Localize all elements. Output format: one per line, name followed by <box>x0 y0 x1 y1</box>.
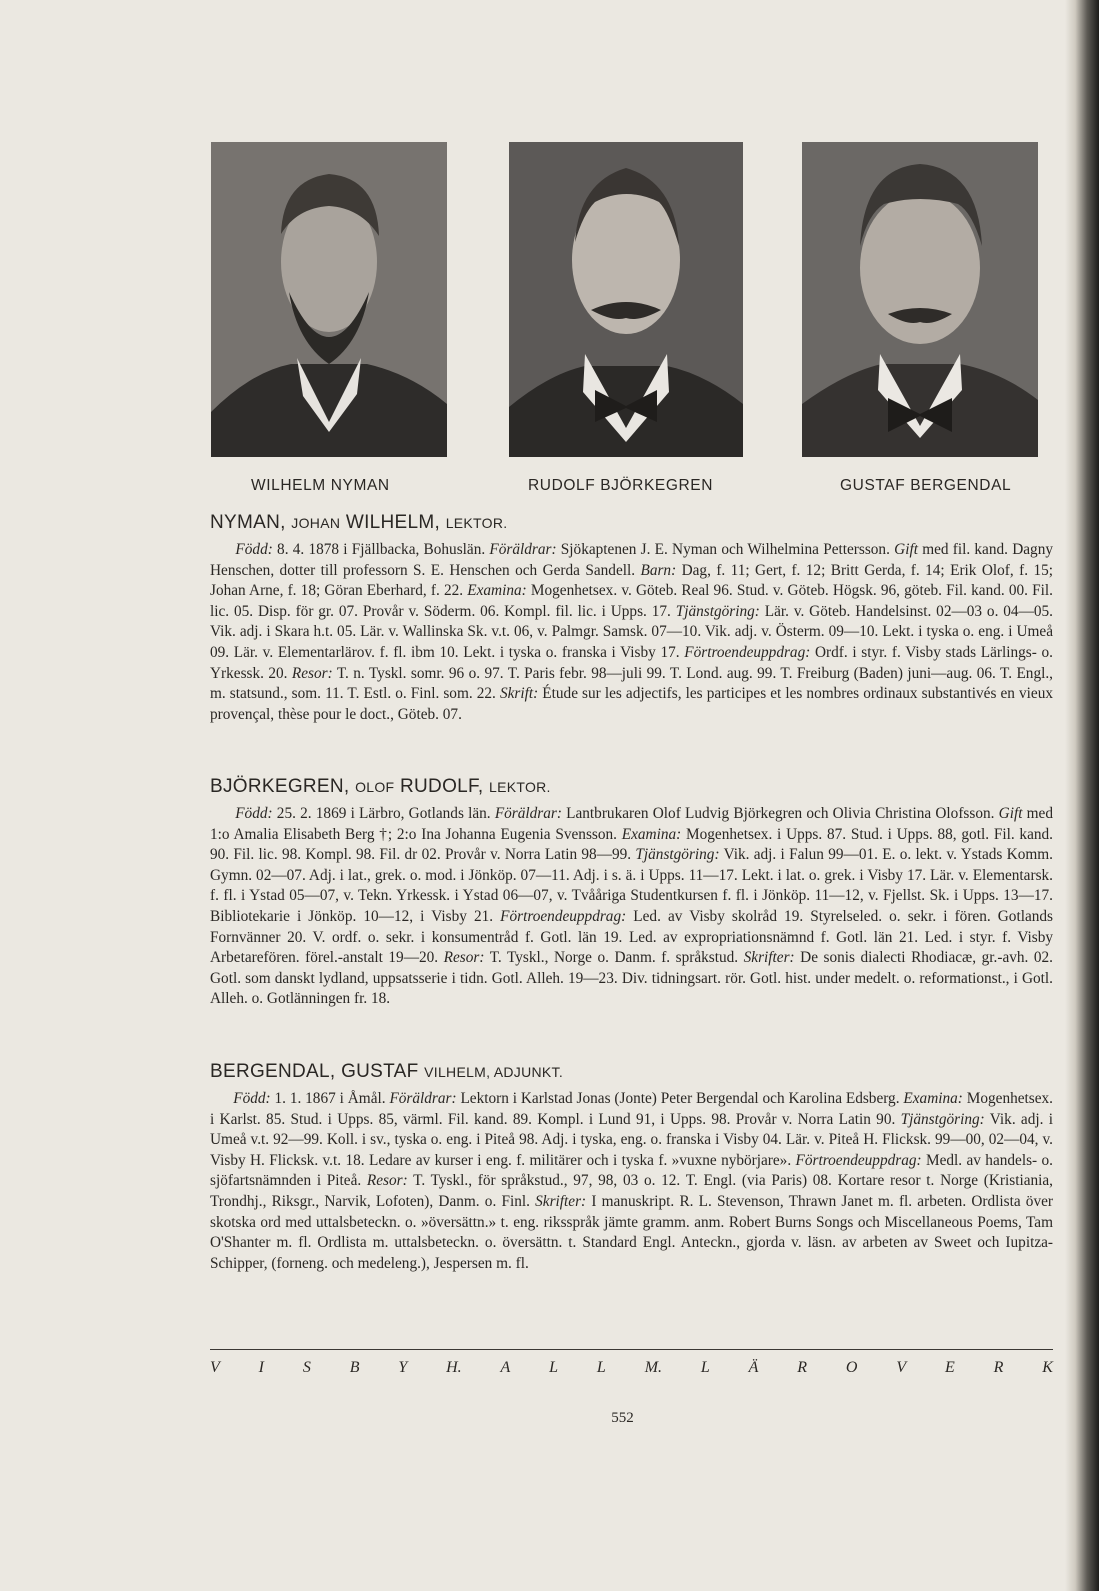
label-writings: Skrifter: <box>535 1192 587 1210</box>
footer-letter: B <box>349 1359 360 1376</box>
entry-heading <box>210 776 1053 798</box>
label-appointments: Förtroendeuppdrag: <box>684 643 811 661</box>
label-service: Tjänstgöring: <box>900 1110 985 1128</box>
label-appointments: Förtroendeuppdrag: <box>795 1151 922 1169</box>
text-exams: Mogenhetsex. i Karlst. 85. Stud. i Upps. 85, värml. Fil. kand. 89. Kompl. i Lund 91, i Upps. 98. Provår v. Norra Latin 90. <box>210 1090 1053 1128</box>
running-footer <box>210 1359 1053 1377</box>
text-travels: T. Tyskl., Norge o. Danm. f. språkstud. <box>484 949 744 967</box>
label-exams: Examina: <box>903 1090 963 1107</box>
entry-bjorkegren <box>210 776 1053 1010</box>
text-service: Vik. adj. i Falun 99—01. E. o. lekt. v. Ystads Komm. Gymn. 02—07. Adj. i lat., grek. o. mod. i Jönköp. 07—11. Adj. i s. ä. i Upps. 11—17. Lekt. i lat. o. grek. i Visby 17. Lär. v. Elementarsk. f. fl. i Ystad 05—07, v. Tekn. Yrkessk. i Ystad 06—07, v. Tvååriga Studentkursen f. fl. i Jönköp. 11—12, v. Fjellst. Sk. i Upps. 13—17. Bibliotekarie i Jönköp. 10—12, i Visby 21. <box>210 846 1053 925</box>
given-name-small: JOHAN <box>291 515 341 531</box>
footer-letter: Y <box>398 1359 408 1376</box>
entry-heading <box>210 1061 1053 1083</box>
footer-letter: K <box>1042 1359 1053 1376</box>
footer-letter: H. <box>446 1359 462 1376</box>
label-born: Född: <box>233 1090 271 1107</box>
label-married: Gift <box>894 541 918 558</box>
text-parents: Sjökaptenen J. E. Nyman och Wilhelmina Pettersson. <box>556 541 895 558</box>
text-children: Dag, f. 11; Gert, f. 12; Britt Gerda, f. 14; Erik Olof, f. 15; Johan Arne, f. 18; Göran Eberhard, f. 22. <box>210 561 1053 600</box>
footer-letter: Ä <box>748 1359 759 1376</box>
entry-text <box>210 540 1053 725</box>
footer-letter: V <box>896 1359 907 1376</box>
label-parents: Föräldrar: <box>389 1090 457 1107</box>
footer-letter: S <box>302 1359 311 1376</box>
text-appointments: Medl. av handels- o. sjöfartsnämnden i Piteå. <box>210 1151 1053 1190</box>
page-number: 552 <box>611 1410 634 1426</box>
label-service: Tjänstgöring: <box>635 846 720 864</box>
given-name: WILHELM, <box>345 512 441 533</box>
caption-rudolf-bjorkegren: RUDOLF BJÖRKEGREN <box>528 477 714 494</box>
text-writings: De sonis dialecti Rhodiacæ, gr.-avh. 02. Gotl. som danskt lydland, uppsatsserie i tidn. Gotl. Alleh. 19—23. Div. tidningsart. rör. Gotl. hist. under medelt. o. reformationst., i Gotl. Alleh. o. Gotlänningen fr. 18. <box>210 949 1054 1008</box>
entry-text <box>210 804 1053 1010</box>
surname: NYMAN, <box>210 512 286 533</box>
label-writings: Skrift: <box>499 685 539 703</box>
entry-nyman <box>210 512 1053 725</box>
given-name: GUSTAF <box>341 1061 419 1082</box>
label-service: Tjänstgöring: <box>675 602 760 620</box>
label-writings: Skrifter: <box>743 949 795 967</box>
text-travels: T. n. Tyskl. somr. 96 o. 97. T. Paris febr. 98—juli 99. T. Lond. aug. 99. T. Freiburg (Baden) juni—aug. 06. T. Engl., m. statsund., som. 11. T. Estl. o. Finl. som. 22. <box>210 664 1053 703</box>
text-parents: Lantbrukaren Olof Ludvig Björkegren och Olivia Christina Olofsson. <box>561 805 999 822</box>
text-exams: Mogenhetsex. v. Göteb. Real 96. Stud. v. Göteb. Högsk. 96, göteb. Fil. kand. 00. Fil. lic. 05. Disp. för gr. 07. Provår v. Söderm. 06. Kompl. fil. lic. i Upps. 17. <box>210 582 1054 620</box>
footer-letter: R <box>797 1359 808 1376</box>
text-travels: T. Tyskl., för språkstud., 97, 98, 03 o. 12. T. Engl. (via Paris) 08. Kortare resor t. Norge (Kristiania, Trondhj., Riksgr., Narvik, Lofoten), Danm. o. Finl. <box>210 1172 1053 1210</box>
caption-wilhelm-nyman: WILHELM NYMAN <box>251 477 390 494</box>
entry-text <box>210 1089 1053 1274</box>
footer-letter: M. <box>644 1359 663 1376</box>
footer-letter: I <box>258 1359 264 1376</box>
footer-letter: L <box>596 1359 606 1376</box>
label-parents: Föräldrar: <box>489 541 557 558</box>
given-name-small: OLOF <box>355 779 395 795</box>
label-born: Född: <box>235 541 273 558</box>
footer-letter: V <box>210 1359 220 1376</box>
footer-letter: L <box>700 1359 710 1376</box>
text-married: med fil. kand. Dagny Henschen, dotter till professorn S. E. Henschen och Gerda Sandell. <box>210 541 1053 579</box>
surname: BJÖRKEGREN, <box>210 776 350 797</box>
footer-letter: R <box>993 1359 1004 1376</box>
label-married: Gift <box>998 805 1023 822</box>
text-service: Vik. adj. i Umeå v.t. 92—99. Koll. i sv., tyska o. eng. i Piteå 98. Adj. i tyska, eng. o. franska i Visby 04. Lär. v. Piteå H. Flicksk. 99—00, 02—04, v. Visby H. Flicksk. v.t. 18. Ledare av kurser i eng. f. militärer och i tyska f. »vuxne nybörjare». <box>210 1110 1053 1169</box>
text-appointments: Ordf. i styr. f. Visby stads Lärlings- o. Yrkessk. 20. <box>210 643 1053 682</box>
footer-letter: O <box>845 1359 858 1376</box>
given-name: RUDOLF, <box>400 776 484 797</box>
label-parents: Föräldrar: <box>494 805 562 822</box>
book-spine-shadow <box>1065 0 1099 1591</box>
portrait-gustaf-bergendal <box>802 142 1038 457</box>
label-born: Född: <box>235 805 273 822</box>
text-exams: Mogenhetsex. i Upps. 87. Stud. i Upps. 88, gotl. Fil. kand. 90. Fil. lic. 98. Kompl. 98. Fil. dr 02. Provår v. Norra Latin 98—99. <box>210 825 1053 864</box>
footer-letter: A <box>500 1359 511 1376</box>
text-writings: Étude sur les adjectifs, les participes et les nombres ordinaux substantivés en vieux provençal, thèse pour le doct., Göteb. 07. <box>210 685 1054 723</box>
given-name-small-and-title: VILHELM, ADJUNKT. <box>424 1064 564 1080</box>
label-travels: Resor: <box>291 664 333 682</box>
entry-bergendal <box>210 1061 1053 1274</box>
footer-letter: L <box>549 1359 559 1376</box>
text-writings: I manuskript. R. L. Stevenson, Thrawn Janet m. fl. arbeten. Ordlista över skotska ord med uttalsbeteckn. o. »översättn.» t. eng. riksspråk jämte gramm. anm. Robert Burns Songs och Miscellaneous Poems, Tam O'Shanter m. fl. Ordlista m. uttalsbeteckn. o. översättn. t. Standard Engl. Anteckn., gjorda v. läsn. av arbeten av Sweet och Iupitza-Schipper, (forneng. och medeleng.), Jespersen m. fl. <box>210 1192 1053 1272</box>
caption-gustaf-bergendal: GUSTAF BERGENDAL <box>840 477 1012 494</box>
text-born: 25. 2. 1869 i Lärbro, Gotlands län. <box>272 805 495 822</box>
text-parents: Lektorn i Karlstad Jonas (Jonte) Peter Bergendal och Karolina Edsberg. <box>456 1090 904 1107</box>
portrait-wilhelm-nyman <box>211 142 447 457</box>
text-married: med 1:o Amalia Elisabeth Berg †; 2:o Ina Johanna Eugenia Svensson. <box>210 805 1053 843</box>
text-born: 8. 4. 1878 i Fjällbacka, Bohuslän. <box>272 541 490 558</box>
footer-rule <box>210 1349 1053 1350</box>
label-exams: Examina: <box>467 582 527 600</box>
label-travels: Resor: <box>366 1172 408 1190</box>
text-born: 1. 1. 1867 i Åmål. <box>270 1090 390 1107</box>
label-appointments: Förtroendeuppdrag: <box>500 907 627 925</box>
text-service: Lär. v. Göteb. Handelsinst. 02—03 o. 04—05. Vik. adj. i Skara h.t. 05. Lär. v. Wallinska Sk. v.t. 06, v. Palmgr. Samsk. 07—10. Vik. adj. v. Österm. 09—10. Lekt. i tyska o. eng. i Umeå 09. Lär. v. Elementarlärov. f. fl. ibm 10. Lekt. i tyska o. franska i Visby 17. <box>210 602 1053 661</box>
text-appointments: Led. av Visby skolråd 19. Styrelseled. o. sekr. i fören. Gotlands Fornvänner 20. V. ordf. o. sekr. i konsumentråd f. Gotl. län 19. Led. av expropriationsnämnd f. Gotl. län 21. Led. i styr. f. Visby Arbetarefören. förel.-anstalt 19—20. <box>210 907 1053 967</box>
label-children: Barn: <box>640 561 677 579</box>
footer-letter: E <box>944 1359 955 1376</box>
label-travels: Resor: <box>443 949 485 967</box>
position-title: LEKTOR. <box>445 515 508 531</box>
label-exams: Examina: <box>621 825 682 843</box>
position-title: LEKTOR. <box>489 779 551 795</box>
surname: BERGENDAL, <box>210 1061 336 1082</box>
entry-heading <box>210 512 1053 534</box>
portrait-rudolf-bjorkegren <box>509 142 743 457</box>
